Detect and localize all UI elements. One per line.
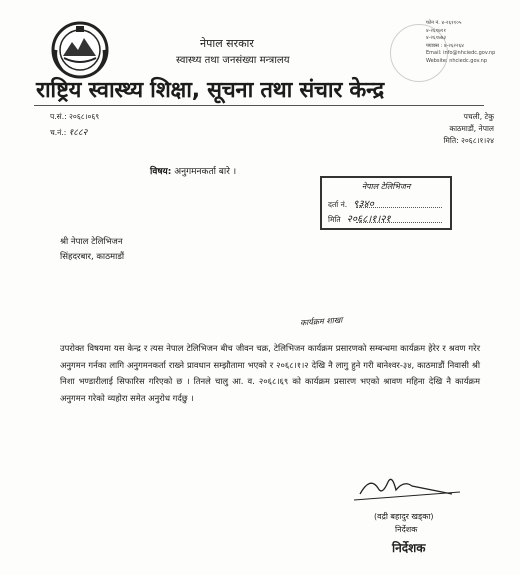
address-line-2: काठमाडौं, नेपाल xyxy=(449,124,494,133)
contact-email: Email: info@nhciedc.gov.np xyxy=(426,50,496,57)
received-stamp xyxy=(320,176,452,230)
contact-block xyxy=(426,20,495,66)
subject-line xyxy=(150,164,236,177)
signer-title: निर्देशक xyxy=(395,525,418,534)
handwritten-note: कार्यक्रम शाखा xyxy=(299,315,343,328)
received-stamp-darta-label: दर्ता नं. xyxy=(328,200,348,209)
reference-pa-label: प.सं.: xyxy=(50,112,67,121)
date-line: मिति: २०६८।१।२४ xyxy=(443,136,494,145)
received-stamp-line-2 xyxy=(356,222,442,223)
recipient-name: श्री नेपाल टेलिभिजन xyxy=(60,237,123,247)
signer-name: (वद्री बहादुर खड्का) xyxy=(374,512,434,521)
reference-ch xyxy=(50,125,87,138)
subject-label: विषय: xyxy=(150,167,172,177)
body-paragraph: उपरोक्त विषयमा यस केन्द्र र त्यस नेपाल टेलिभिजन बीच जीवन चक्र, टेलिभिजन कार्यक्रम प्रसारणको सम्बन्धमा कार्यक्रम हेरेर र श्रवण गरेर अनुगमन गर्नका लागि अनुगमनकर्ता राख्ने प्रावधान सम्झौतामा भएको र २०६८।१।२ देखि नै लागु हुने गरी बानेश्वर-३४, काठमाडौं निवासी श्री निशा भण्डारीलाई सिफारिस गरिएको छ । तिनले चालु आ. व. २०६८।६९ को कार्यक्रम प्रसारण भएको श्रावण महिना देखि नै कार्यक्रम अनुगमन गरेको व्यहोरा समेत अनुरोध गर्दछु । xyxy=(60,343,480,403)
contact-phone-2: ४-२६१७११ xyxy=(426,27,447,34)
ministry-name: स्वास्थ्य तथा जनसंख्या मन्त्रालय xyxy=(176,55,290,66)
reference-pa xyxy=(50,112,99,122)
received-stamp-darta-value: ९३४० xyxy=(353,199,374,210)
nepal-emblem-icon xyxy=(50,20,110,80)
director-stamp: निर्देशक xyxy=(392,541,426,555)
organization-title: राष्ट्रिय स्वास्थ्य शिक्षा, सूचना तथा संचार केन्द्र xyxy=(36,78,384,103)
contact-fax: फ्याक्स : ४-२६२२६४ xyxy=(426,42,464,49)
received-stamp-title: नेपाल टेलिभिजन xyxy=(361,182,411,191)
received-stamp-line xyxy=(356,207,442,208)
header-divider xyxy=(34,105,484,106)
address-line-1: पचली, टेकु xyxy=(463,112,494,121)
reference-pa-value: २०६८।०६९ xyxy=(69,112,100,121)
received-stamp-miti-label: मिति xyxy=(328,215,341,224)
contact-website: Website: nhciedc.gov.np xyxy=(426,57,488,64)
government-name: नेपाल सरकार xyxy=(200,37,254,50)
contact-phone-3: ४-२६१७७३ xyxy=(426,35,447,42)
reference-ch-value: १८८२ xyxy=(68,128,88,138)
recipient-address: सिंहदरबार, काठमाडौं xyxy=(60,252,125,262)
letter-body xyxy=(60,340,480,406)
subject-text: अनुगमनकर्ता बारे । xyxy=(174,167,237,177)
reference-ch-label: च.नं.: xyxy=(50,128,67,137)
received-stamp-miti-value: २०६८।१।२१ xyxy=(346,214,391,225)
contact-phone: फोन नं. ४-२६११०५ xyxy=(426,20,462,26)
signature-icon xyxy=(352,472,462,502)
